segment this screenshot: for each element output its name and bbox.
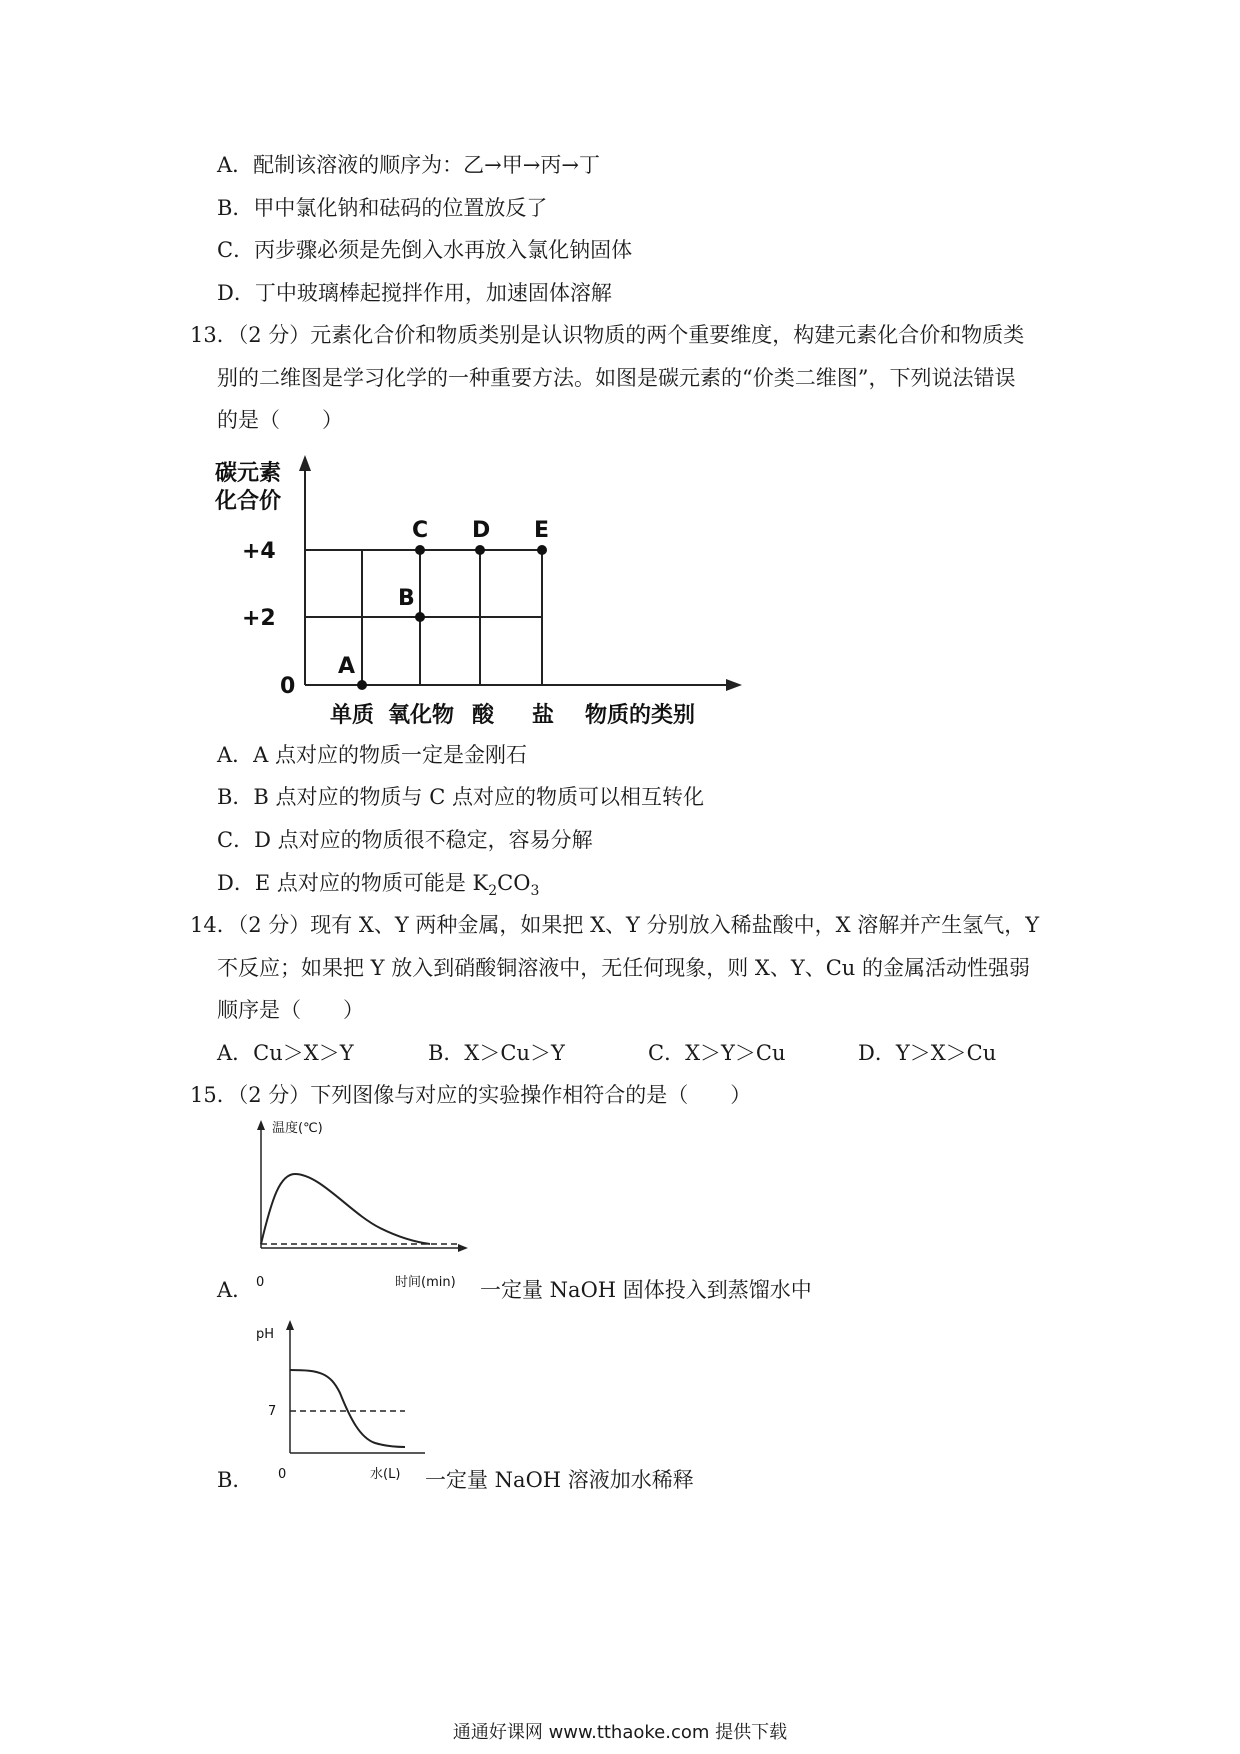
x-category-elemental: 单质 (330, 703, 375, 728)
valence-class-diagram (210, 445, 750, 735)
q13-option-d: D．E 点对应的物质可能是 $K_2CO_3$ (217, 871, 540, 900)
graph-b-origin: 0 (278, 1467, 287, 1482)
q12-option-d: D．丁中玻璃棒起搅拌作用，加速固体溶解 (217, 281, 612, 305)
point-label-e: E (534, 518, 550, 543)
x-category-acid: 酸 (472, 703, 495, 728)
point-label-c: C (412, 518, 429, 543)
y-axis-title-line1: 碳元素 (215, 461, 282, 486)
q12-option-b: B．甲中氯化钠和砝码的位置放反了 (217, 196, 548, 220)
graph-b-ref-value: 7 (268, 1404, 277, 1419)
y-axis-title-line2: 化合价 (215, 489, 282, 514)
page-footer: 通通好课网 www.tthaoke.com 提供下载 (452, 1722, 788, 1743)
q12-option-a: A．配制该溶液的顺序为：乙→甲→丙→丁 (217, 153, 600, 177)
point-d (475, 545, 485, 555)
graph-a-y-arrow (257, 1120, 265, 1130)
point-a (357, 680, 367, 690)
y-tick-plus4: +4 (242, 539, 276, 564)
y-tick-plus2: +2 (242, 606, 276, 631)
ph-water-graph (250, 1318, 430, 1483)
q15-option-b-letter: B． (217, 1468, 254, 1492)
y-axis-arrow (299, 455, 311, 471)
point-b (415, 612, 425, 622)
q15-option-a-letter: A． (217, 1278, 254, 1302)
graph-a-origin: 0 (256, 1275, 265, 1290)
q14-option-a: A．Cu＞X＞Y (217, 1041, 354, 1065)
q15-stem: 15．（2 分）下列图像与对应的实验操作相符合的是（ ） (190, 1083, 752, 1107)
q13-option-b: B．B 点对应的物质与 C 点对应的物质可以相互转化 (217, 785, 704, 809)
q15-option-a-text: 一定量 NaOH 固体投入到蒸馏水中 (480, 1278, 812, 1302)
q14-stem-line2: 不反应；如果把 Y 放入到硝酸铜溶液中，无任何现象，则 X、Y、Cu 的金属活动性强弱 (217, 956, 1030, 980)
x-category-salt: 盐 (532, 703, 555, 728)
graph-a-y-label: 温度(℃) (272, 1121, 323, 1136)
point-label-a: A (338, 654, 356, 679)
point-label-b: B (398, 586, 415, 611)
q13-stem-line1: 13．（2 分）元素化合价和物质类别是认识物质的两个重要维度，构建元素化合价和物质类 (190, 323, 1025, 347)
q14-option-c: C．X＞Y＞Cu (648, 1041, 786, 1065)
graph-b-ph-curve (290, 1370, 405, 1447)
graph-b-x-label: 水(L) (370, 1467, 401, 1482)
x-axis-title: 物质的类别 (585, 703, 696, 728)
graph-b-y-arrow (286, 1320, 294, 1330)
q13-stem-line2: 别的二维图是学习化学的一种重要方法。如图是碳元素的“价类二维图”，下列说法错误 (217, 366, 1016, 390)
graph-a-x-label: 时间(min) (395, 1275, 456, 1290)
graph-a-x-arrow (458, 1244, 468, 1252)
q13-option-c: C．D 点对应的物质很不稳定，容易分解 (217, 828, 593, 852)
q14-option-b: B．X＞Cu＞Y (428, 1041, 565, 1065)
point-c (415, 545, 425, 555)
q15-option-b-text: 一定量 NaOH 溶液加水稀释 (425, 1468, 694, 1492)
point-label-d: D (472, 518, 491, 543)
q12-option-c: C．丙步骤必须是先倒入水再放入氯化钠固体 (217, 238, 633, 262)
point-e (537, 545, 547, 555)
temperature-time-graph (250, 1118, 480, 1298)
q14-option-d: D．Y＞X＞Cu (858, 1041, 997, 1065)
q14-stem-line1: 14．（2 分）现有 X、Y 两种金属，如果把 X、Y 分别放入稀盐酸中，X 溶解并产生氢气，Y (190, 913, 1040, 937)
graph-b-y-label: pH (256, 1327, 275, 1342)
q13-stem-line3: 的是（ ） (217, 408, 343, 432)
q13-option-a: A．A 点对应的物质一定是金刚石 (217, 743, 528, 767)
graph-a-temperature-curve (261, 1174, 430, 1244)
x-axis-arrow (726, 679, 742, 691)
x-category-oxide: 氧化物 (388, 703, 455, 728)
y-tick-zero: 0 (280, 674, 296, 699)
q14-stem-line3: 顺序是（ ） (217, 998, 364, 1022)
